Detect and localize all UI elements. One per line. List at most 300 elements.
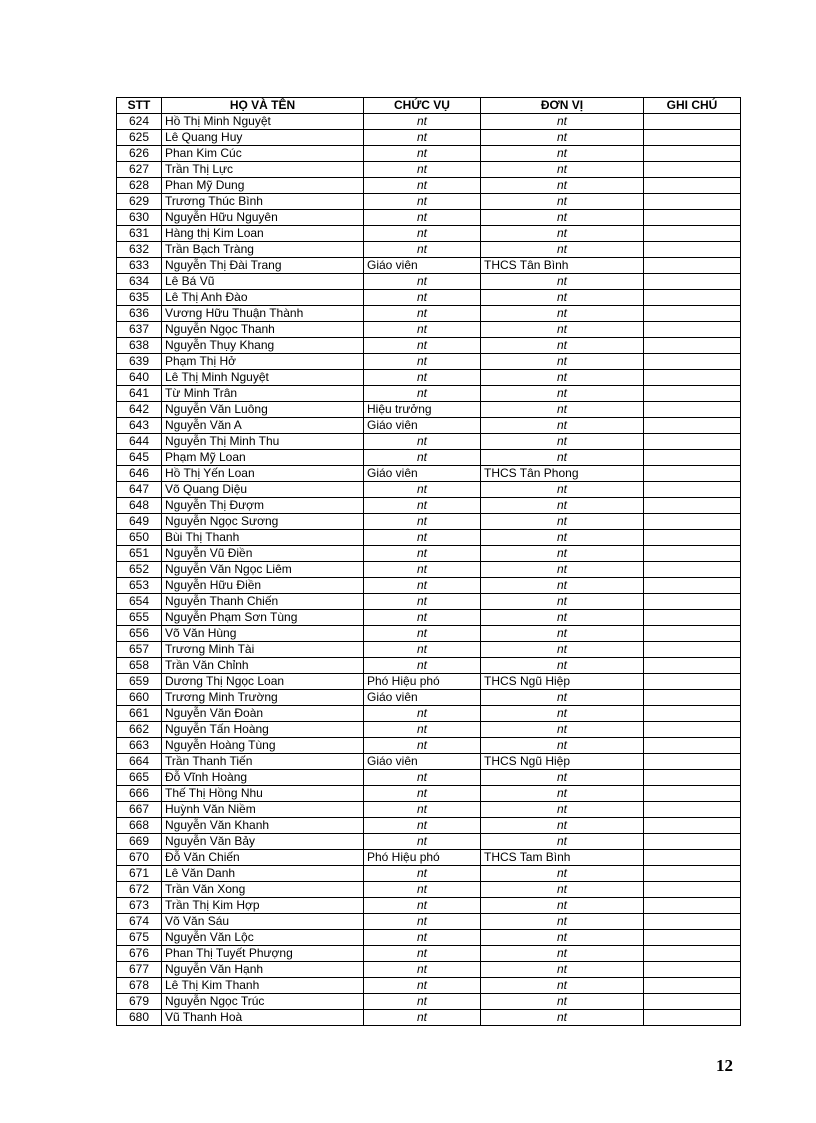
cell-note (644, 386, 741, 402)
header-row (117, 98, 741, 114)
cell-stt: 666 (117, 786, 162, 802)
cell-stt: 678 (117, 978, 162, 994)
cell-name: Võ Văn Hùng (162, 626, 364, 642)
cell-note (644, 546, 741, 562)
cell-note (644, 354, 741, 370)
cell-note (644, 642, 741, 658)
cell-name: Trần Bạch Tràng (162, 242, 364, 258)
cell-unit: nt (481, 450, 644, 466)
cell-unit: nt (481, 658, 644, 674)
cell-note (644, 706, 741, 722)
cell-name: Võ Văn Sáu (162, 914, 364, 930)
cell-name: Trần Thị Lực (162, 162, 364, 178)
cell-unit: nt (481, 274, 644, 290)
header-note: GHI CHÚ (644, 98, 741, 114)
cell-unit: nt (481, 738, 644, 754)
cell-name: Nguyễn Phạm Sơn Tùng (162, 610, 364, 626)
cell-unit: THCS Tân Phong (481, 466, 644, 482)
cell-stt: 654 (117, 594, 162, 610)
cell-position: Giáo viên (364, 258, 481, 274)
cell-note (644, 226, 741, 242)
cell-stt: 672 (117, 882, 162, 898)
cell-stt: 641 (117, 386, 162, 402)
cell-position: Phó Hiệu phó (364, 850, 481, 866)
cell-unit: nt (481, 370, 644, 386)
table-row (117, 706, 741, 722)
cell-name: Hồ Thị Minh Nguyệt (162, 114, 364, 130)
cell-name: Nguyễn Thanh Chiến (162, 594, 364, 610)
cell-stt: 658 (117, 658, 162, 674)
table-row (117, 578, 741, 594)
cell-position: nt (364, 722, 481, 738)
cell-note (644, 562, 741, 578)
cell-note (644, 866, 741, 882)
cell-note (644, 162, 741, 178)
cell-position: nt (364, 834, 481, 850)
table-row (117, 546, 741, 562)
table-row (117, 130, 741, 146)
cell-position: nt (364, 178, 481, 194)
cell-name: Nguyễn Ngọc Trúc (162, 994, 364, 1010)
cell-stt: 630 (117, 210, 162, 226)
cell-name: Trần Văn Chỉnh (162, 658, 364, 674)
table-row (117, 434, 741, 450)
cell-name: Huỳnh Văn Niềm (162, 802, 364, 818)
cell-unit: nt (481, 386, 644, 402)
cell-stt: 659 (117, 674, 162, 690)
table-row (117, 978, 741, 994)
cell-note (644, 690, 741, 706)
page-number: 12 (716, 1056, 733, 1075)
cell-stt: 652 (117, 562, 162, 578)
cell-stt: 633 (117, 258, 162, 274)
cell-note (644, 466, 741, 482)
cell-stt: 657 (117, 642, 162, 658)
cell-note (644, 610, 741, 626)
cell-unit: nt (481, 930, 644, 946)
cell-unit: nt (481, 626, 644, 642)
cell-stt: 662 (117, 722, 162, 738)
cell-unit: nt (481, 146, 644, 162)
table-row (117, 850, 741, 866)
cell-name: Lê Thị Kim Thanh (162, 978, 364, 994)
table-row (117, 162, 741, 178)
header-stt: STT (117, 98, 162, 114)
cell-unit: nt (481, 482, 644, 498)
cell-note (644, 402, 741, 418)
cell-position: nt (364, 946, 481, 962)
cell-unit: THCS Tam Bình (481, 850, 644, 866)
cell-stt: 643 (117, 418, 162, 434)
cell-name: Nguyễn Ngọc Thanh (162, 322, 364, 338)
cell-position: nt (364, 770, 481, 786)
table-row (117, 930, 741, 946)
table-row (117, 290, 741, 306)
cell-stt: 648 (117, 498, 162, 514)
cell-unit: nt (481, 306, 644, 322)
cell-note (644, 338, 741, 354)
table-row (117, 866, 741, 882)
cell-position: nt (364, 450, 481, 466)
cell-name: Trương Minh Trường (162, 690, 364, 706)
cell-note (644, 834, 741, 850)
cell-name: Nguyễn Ngọc Sương (162, 514, 364, 530)
cell-name: Bùi Thị Thanh (162, 530, 364, 546)
cell-stt: 664 (117, 754, 162, 770)
cell-position: nt (364, 882, 481, 898)
cell-unit: nt (481, 898, 644, 914)
cell-name: Đỗ Văn Chiến (162, 850, 364, 866)
cell-note (644, 178, 741, 194)
cell-unit: nt (481, 402, 644, 418)
cell-position: nt (364, 290, 481, 306)
cell-name: Nguyễn Hữu Điền (162, 578, 364, 594)
table-row (117, 818, 741, 834)
cell-position: nt (364, 786, 481, 802)
cell-unit: nt (481, 322, 644, 338)
cell-note (644, 498, 741, 514)
table-row (117, 754, 741, 770)
table-row (117, 722, 741, 738)
table-row (117, 770, 741, 786)
cell-note (644, 242, 741, 258)
cell-stt: 644 (117, 434, 162, 450)
cell-stt: 626 (117, 146, 162, 162)
table-row (117, 242, 741, 258)
cell-name: Nguyễn Thị Đài Trang (162, 258, 364, 274)
cell-position: nt (364, 162, 481, 178)
cell-position: nt (364, 434, 481, 450)
cell-note (644, 850, 741, 866)
cell-position: Giáo viên (364, 690, 481, 706)
cell-note (644, 306, 741, 322)
table-row (117, 834, 741, 850)
cell-note (644, 802, 741, 818)
table-row (117, 466, 741, 482)
cell-name: Trương Thúc Bình (162, 194, 364, 210)
cell-note (644, 962, 741, 978)
cell-position: nt (364, 482, 481, 498)
cell-position: nt (364, 242, 481, 258)
table-row (117, 146, 741, 162)
cell-stt: 632 (117, 242, 162, 258)
cell-unit: nt (481, 242, 644, 258)
cell-stt: 677 (117, 962, 162, 978)
table-row (117, 562, 741, 578)
cell-position: nt (364, 306, 481, 322)
cell-unit: nt (481, 562, 644, 578)
cell-position: nt (364, 226, 481, 242)
cell-unit: THCS Ngũ Hiệp (481, 754, 644, 770)
cell-note (644, 370, 741, 386)
cell-stt: 675 (117, 930, 162, 946)
cell-stt: 634 (117, 274, 162, 290)
table-row (117, 738, 741, 754)
cell-note (644, 418, 741, 434)
cell-stt: 638 (117, 338, 162, 354)
cell-name: Trần Văn Xong (162, 882, 364, 898)
table-row (117, 322, 741, 338)
table-row (117, 626, 741, 642)
cell-unit: THCS Ngũ Hiệp (481, 674, 644, 690)
cell-note (644, 530, 741, 546)
cell-name: Từ Minh Trân (162, 386, 364, 402)
cell-note (644, 994, 741, 1010)
cell-position: nt (364, 578, 481, 594)
table-row (117, 178, 741, 194)
cell-note (644, 434, 741, 450)
cell-position: Giáo viên (364, 466, 481, 482)
cell-name: Nguyễn Tấn Hoàng (162, 722, 364, 738)
table-row (117, 338, 741, 354)
cell-unit: nt (481, 834, 644, 850)
cell-position: Giáo viên (364, 418, 481, 434)
cell-name: Nguyễn Văn A (162, 418, 364, 434)
table-row (117, 306, 741, 322)
cell-note (644, 914, 741, 930)
cell-note (644, 930, 741, 946)
table-row (117, 194, 741, 210)
cell-name: Hồ Thị Yến Loan (162, 466, 364, 482)
cell-stt: 661 (117, 706, 162, 722)
cell-name: Trần Thanh Tiến (162, 754, 364, 770)
table-row (117, 914, 741, 930)
cell-position: nt (364, 114, 481, 130)
cell-name: Nguyễn Thị Đượm (162, 498, 364, 514)
cell-position: nt (364, 210, 481, 226)
cell-note (644, 130, 741, 146)
cell-note (644, 786, 741, 802)
cell-name: Phan Kim Cúc (162, 146, 364, 162)
cell-note (644, 322, 741, 338)
cell-stt: 639 (117, 354, 162, 370)
cell-unit: nt (481, 114, 644, 130)
table-row (117, 386, 741, 402)
table-row (117, 210, 741, 226)
table-row (117, 370, 741, 386)
cell-stt: 679 (117, 994, 162, 1010)
cell-note (644, 722, 741, 738)
cell-position: nt (364, 514, 481, 530)
cell-unit: nt (481, 786, 644, 802)
cell-stt: 651 (117, 546, 162, 562)
table-body (117, 114, 741, 1026)
cell-name: Lê Thị Minh Nguyệt (162, 370, 364, 386)
cell-name: Vương Hữu Thuận Thành (162, 306, 364, 322)
table-row (117, 690, 741, 706)
cell-stt: 668 (117, 818, 162, 834)
cell-unit: nt (481, 914, 644, 930)
table-row (117, 418, 741, 434)
cell-note (644, 882, 741, 898)
cell-note (644, 658, 741, 674)
cell-name: Đỗ Vĩnh Hoàng (162, 770, 364, 786)
cell-position: nt (364, 818, 481, 834)
cell-unit: nt (481, 418, 644, 434)
cell-note (644, 194, 741, 210)
table-row (117, 514, 741, 530)
cell-position: nt (364, 130, 481, 146)
cell-position: nt (364, 562, 481, 578)
cell-note (644, 754, 741, 770)
cell-position: nt (364, 194, 481, 210)
cell-name: Nguyễn Văn Hạnh (162, 962, 364, 978)
cell-name: Lê Bá Vũ (162, 274, 364, 290)
table-row (117, 882, 741, 898)
cell-name: Lê Văn Danh (162, 866, 364, 882)
table-row (117, 402, 741, 418)
cell-note (644, 594, 741, 610)
cell-unit: nt (481, 498, 644, 514)
cell-stt: 646 (117, 466, 162, 482)
cell-position: nt (364, 914, 481, 930)
cell-unit: nt (481, 994, 644, 1010)
cell-unit: nt (481, 946, 644, 962)
cell-position: nt (364, 498, 481, 514)
table-row (117, 610, 741, 626)
cell-name: Phan Thị Tuyết Phượng (162, 946, 364, 962)
cell-unit: nt (481, 210, 644, 226)
cell-position: nt (364, 146, 481, 162)
cell-position: nt (364, 930, 481, 946)
cell-name: Phạm Mỹ Loan (162, 450, 364, 466)
cell-note (644, 818, 741, 834)
header-unit: ĐƠN VỊ (481, 98, 644, 114)
cell-position: nt (364, 706, 481, 722)
cell-stt: 636 (117, 306, 162, 322)
cell-stt: 624 (117, 114, 162, 130)
cell-stt: 669 (117, 834, 162, 850)
table-row (117, 658, 741, 674)
cell-position: nt (364, 354, 481, 370)
cell-unit: THCS Tân Bình (481, 258, 644, 274)
cell-unit: nt (481, 194, 644, 210)
cell-unit: nt (481, 962, 644, 978)
cell-stt: 647 (117, 482, 162, 498)
table-row (117, 498, 741, 514)
cell-position: nt (364, 642, 481, 658)
cell-stt: 663 (117, 738, 162, 754)
cell-name: Nguyễn Hữu Nguyên (162, 210, 364, 226)
cell-stt: 670 (117, 850, 162, 866)
cell-name: Nguyễn Hoàng Tùng (162, 738, 364, 754)
cell-unit: nt (481, 178, 644, 194)
cell-position: nt (364, 802, 481, 818)
cell-name: Nguyễn Văn Khanh (162, 818, 364, 834)
cell-name: Trần Thị Kim Hợp (162, 898, 364, 914)
cell-stt: 645 (117, 450, 162, 466)
table-row (117, 354, 741, 370)
table-row (117, 114, 741, 130)
cell-unit: nt (481, 546, 644, 562)
cell-note (644, 770, 741, 786)
table-row (117, 962, 741, 978)
table-row (117, 226, 741, 242)
cell-unit: nt (481, 130, 644, 146)
cell-unit: nt (481, 818, 644, 834)
cell-position: nt (364, 866, 481, 882)
cell-position: nt (364, 1010, 481, 1026)
cell-note (644, 146, 741, 162)
cell-name: Vũ Thanh Hoà (162, 1010, 364, 1026)
cell-name: Nguyễn Văn Luông (162, 402, 364, 418)
cell-note (644, 482, 741, 498)
cell-unit: nt (481, 530, 644, 546)
cell-position: nt (364, 386, 481, 402)
cell-note (644, 274, 741, 290)
table-row (117, 1010, 741, 1026)
cell-unit: nt (481, 706, 644, 722)
cell-position: nt (364, 322, 481, 338)
cell-position: Giáo viên (364, 754, 481, 770)
cell-stt: 637 (117, 322, 162, 338)
cell-stt: 631 (117, 226, 162, 242)
cell-note (644, 898, 741, 914)
cell-name: Phạm Thị Hở (162, 354, 364, 370)
cell-position: nt (364, 338, 481, 354)
cell-position: nt (364, 898, 481, 914)
cell-position: Phó Hiệu phó (364, 674, 481, 690)
cell-unit: nt (481, 354, 644, 370)
table-row (117, 786, 741, 802)
cell-unit: nt (481, 802, 644, 818)
table-row (117, 674, 741, 690)
cell-stt: 680 (117, 1010, 162, 1026)
cell-name: Nguyễn Vũ Điền (162, 546, 364, 562)
cell-stt: 625 (117, 130, 162, 146)
cell-unit: nt (481, 226, 644, 242)
cell-stt: 650 (117, 530, 162, 546)
cell-name: Nguyễn Văn Ngọc Liêm (162, 562, 364, 578)
cell-position: nt (364, 738, 481, 754)
cell-unit: nt (481, 610, 644, 626)
cell-name: Lê Quang Huy (162, 130, 364, 146)
cell-name: Nguyễn Văn Đoàn (162, 706, 364, 722)
cell-unit: nt (481, 690, 644, 706)
cell-note (644, 114, 741, 130)
header-position: CHỨC VỤ (364, 98, 481, 114)
table-row (117, 482, 741, 498)
cell-position: Hiệu trưởng (364, 402, 481, 418)
cell-name: Lê Thị Anh Đào (162, 290, 364, 306)
table-row (117, 594, 741, 610)
cell-position: nt (364, 962, 481, 978)
table-row (117, 274, 741, 290)
cell-position: nt (364, 274, 481, 290)
cell-position: nt (364, 594, 481, 610)
cell-unit: nt (481, 594, 644, 610)
cell-note (644, 210, 741, 226)
cell-stt: 628 (117, 178, 162, 194)
cell-name: Hàng thị Kim Loan (162, 226, 364, 242)
cell-stt: 653 (117, 578, 162, 594)
header-name: HỌ VÀ TÊN (162, 98, 364, 114)
cell-unit: nt (481, 290, 644, 306)
cell-position: nt (364, 546, 481, 562)
cell-note (644, 946, 741, 962)
cell-stt: 676 (117, 946, 162, 962)
cell-stt: 674 (117, 914, 162, 930)
cell-name: Phan Mỹ Dung (162, 178, 364, 194)
cell-unit: nt (481, 514, 644, 530)
cell-position: nt (364, 370, 481, 386)
table-row (117, 898, 741, 914)
cell-unit: nt (481, 642, 644, 658)
cell-position: nt (364, 530, 481, 546)
cell-unit: nt (481, 434, 644, 450)
cell-stt: 627 (117, 162, 162, 178)
cell-unit: nt (481, 770, 644, 786)
